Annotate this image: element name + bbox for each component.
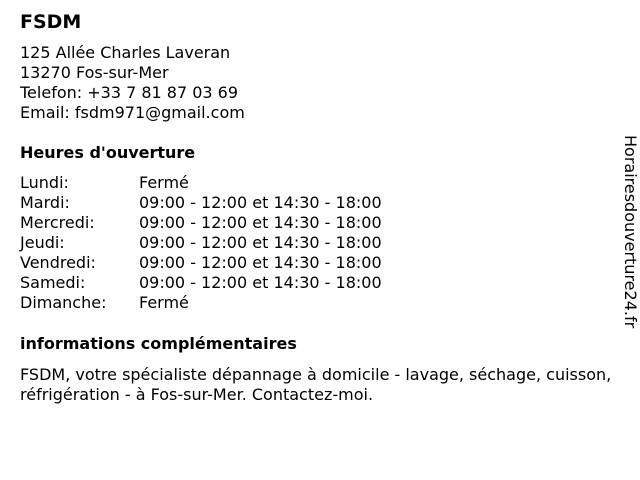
hours-row-wednesday (20, 213, 620, 233)
business-name: FSDM (20, 11, 82, 33)
address-line-1: 125 Allée Charles Laveran (20, 43, 231, 62)
day-label: Mardi: (20, 193, 70, 212)
info-title: informations complémentaires (20, 334, 297, 353)
time-value: 09:00 - 12:00 et 14:30 - 18:00 (139, 193, 382, 212)
hours-row-tuesday (20, 193, 620, 213)
time-value: 09:00 - 12:00 et 14:30 - 18:00 (139, 233, 382, 252)
hours-row-sunday (20, 293, 620, 313)
day-label: Lundi: (20, 173, 69, 192)
time-value: Fermé (139, 293, 189, 312)
hours-table (20, 173, 620, 313)
day-label: Vendredi: (20, 253, 96, 272)
day-label: Jeudi: (20, 233, 65, 252)
hours-row-monday (20, 173, 620, 193)
address-line-2: 13270 Fos-sur-Mer (20, 63, 169, 82)
hours-row-friday (20, 253, 620, 273)
day-label: Dimanche: (20, 293, 107, 312)
hours-title: Heures d'ouverture (20, 143, 196, 162)
phone-line: Telefon: +33 7 81 87 03 69 (20, 83, 239, 102)
hours-row-thursday (20, 233, 620, 253)
email-line: Email: fsdm971@gmail.com (20, 103, 245, 122)
hours-row-saturday (20, 273, 620, 293)
contact-block (20, 43, 620, 123)
page (20, 10, 620, 405)
time-value: Fermé (139, 173, 189, 192)
day-label: Mercredi: (20, 213, 95, 232)
time-value: 09:00 - 12:00 et 14:30 - 18:00 (139, 253, 382, 272)
time-value: 09:00 - 12:00 et 14:30 - 18:00 (139, 273, 382, 292)
time-value: 09:00 - 12:00 et 14:30 - 18:00 (139, 213, 382, 232)
info-text: FSDM, votre spécialiste dépannage à domicile - lavage, séchage, cuisson, réfrigération - à Fos-sur-Mer. Contactez-moi. (20, 365, 612, 404)
day-label: Samedi: (20, 273, 86, 292)
watermark-text: Horairesdouverture24.fr (621, 135, 640, 329)
